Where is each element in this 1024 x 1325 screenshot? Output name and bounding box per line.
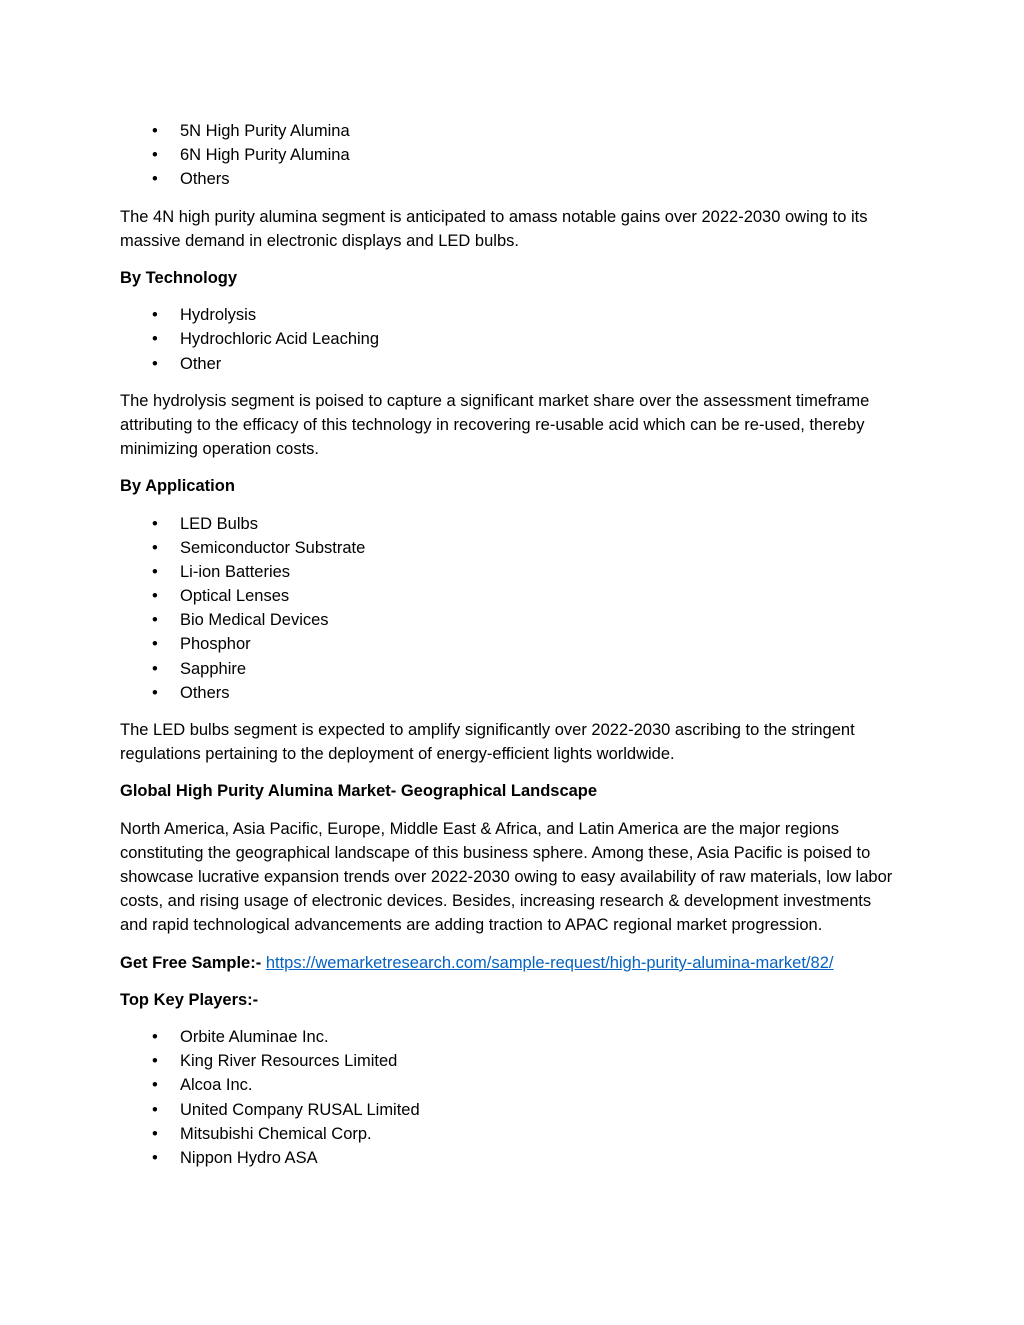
free-sample-link[interactable]: https://wemarketresearch.com/sample-request/high-purity-alumina-market/82/ xyxy=(265,953,834,972)
list-item: • Others xyxy=(120,681,904,705)
list-item: • LED Bulbs xyxy=(120,512,904,536)
list-item: • Sapphire xyxy=(120,657,904,681)
application-heading: By Application xyxy=(120,477,235,496)
bullet-icon: • xyxy=(152,354,158,373)
application-list xyxy=(120,512,904,706)
list-item: • King River Resources Limited xyxy=(120,1049,904,1073)
bullet-icon: • xyxy=(152,1124,158,1143)
list-item: • Orbite Aluminae Inc. xyxy=(120,1025,904,1049)
list-item: • United Company RUSAL Limited xyxy=(120,1098,904,1122)
bullet-icon: • xyxy=(152,514,158,533)
application-paragraph: The LED bulbs segment is expected to amplify significantly over 2022-2030 ascribing to the stringent regulations pertaining to the deployment of energy-efficient lights worldwide. xyxy=(120,721,855,764)
bullet-icon: • xyxy=(152,538,158,557)
bullet-icon: • xyxy=(152,562,158,581)
bullet-icon: • xyxy=(152,587,158,606)
list-item: • 6N High Purity Alumina xyxy=(120,143,904,167)
bullet-icon: • xyxy=(152,330,158,349)
bullet-icon: • xyxy=(152,659,158,678)
grade-paragraph: The 4N high purity alumina segment is anticipated to amass notable gains over 2022-2030 owing to its massive demand in electronic displays and LED bulbs. xyxy=(120,207,868,250)
list-item: • 5N High Purity Alumina xyxy=(120,119,904,143)
bullet-icon: • xyxy=(152,122,158,140)
bullet-icon: • xyxy=(152,1076,158,1095)
list-item: • Hydrolysis xyxy=(120,303,904,327)
list-item: • Optical Lenses xyxy=(120,584,904,608)
bullet-icon: • xyxy=(152,306,158,325)
technology-heading: By Technology xyxy=(120,268,238,287)
bullet-icon: • xyxy=(152,1052,158,1071)
list-item: • Li-ion Batteries xyxy=(120,560,904,584)
list-item: • Others xyxy=(120,167,904,191)
list-item: • Mitsubishi Chemical Corp. xyxy=(120,1122,904,1146)
free-sample-label: Get Free Sample:- xyxy=(120,953,262,972)
list-item: • Semiconductor Substrate xyxy=(120,536,904,560)
geography-heading: Global High Purity Alumina Market- Geographical Landscape xyxy=(120,782,598,801)
key-players-heading: Top Key Players:- xyxy=(120,990,259,1009)
list-item: • Bio Medical Devices xyxy=(120,608,904,632)
geography-paragraph: North America, Asia Pacific, Europe, Middle East & Africa, and Latin America are the major regions constituting the geographical landscape of this business sphere. Among these, Asia Pacific is poised to showcase lucrative expansion trends over 2022-2030 owing to easy availability of raw materials, low labor costs, and rising usage of electronic devices. Besides, increasing research & development investments and rapid technological advancements are adding traction to APAC regional market progression. xyxy=(120,819,893,935)
list-item: • Hydrochloric Acid Leaching xyxy=(120,327,904,351)
bullet-icon: • xyxy=(152,1100,158,1119)
list-item: • Other xyxy=(120,352,904,376)
technology-paragraph: The hydrolysis segment is poised to capture a significant market share over the assessment timeframe attributing to the efficacy of this technology in recovering re-usable acid which can be re-used, thereby minimizing operation costs. xyxy=(120,391,870,459)
key-players-list xyxy=(120,1025,904,1170)
bullet-icon: • xyxy=(152,170,158,189)
bullet-icon: • xyxy=(152,1028,158,1047)
bullet-icon: • xyxy=(152,683,158,702)
bullet-icon: • xyxy=(152,146,158,165)
technology-list xyxy=(120,303,904,376)
bullet-icon: • xyxy=(152,635,158,654)
list-item: • Alcoa Inc. xyxy=(120,1073,904,1097)
grade-list xyxy=(120,119,904,192)
list-item: • Phosphor xyxy=(120,632,904,656)
bullet-icon: • xyxy=(152,611,158,630)
list-item: • Nippon Hydro ASA xyxy=(120,1146,904,1170)
free-sample-line xyxy=(120,951,904,975)
bullet-icon: • xyxy=(152,1149,158,1168)
